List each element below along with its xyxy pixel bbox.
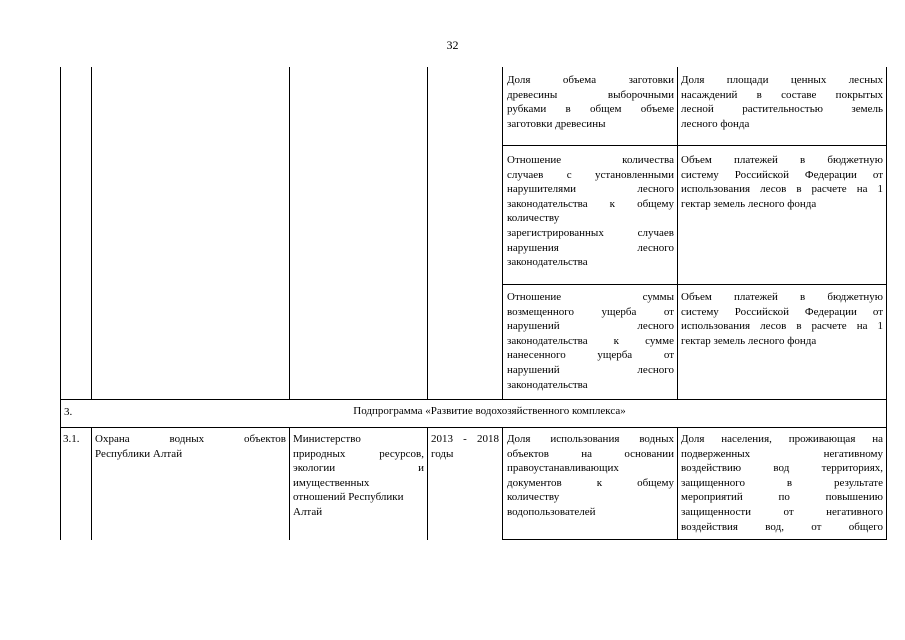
text-line: годы <box>431 447 454 460</box>
text-line: 2013 - 2018 <box>431 433 499 445</box>
text-line: использования лесов в расчете на 1 <box>681 320 883 333</box>
text-line: нарушений лесного <box>507 320 674 333</box>
text-line: имущественных <box>293 476 370 489</box>
text-line: нанесенного ущерба от <box>507 349 674 362</box>
text-line: зарегистрированных случаев <box>507 226 674 239</box>
text-line: лесного фонда <box>681 117 750 130</box>
col-border <box>502 428 503 540</box>
col-border <box>427 428 428 540</box>
col-border <box>677 67 678 400</box>
text-line: экологии и <box>293 462 424 475</box>
text-line: гектар земель лесного фонда <box>681 334 817 347</box>
indicator-cell <box>507 73 674 131</box>
text-line: Республики Алтай <box>95 447 183 460</box>
col-border <box>886 67 887 540</box>
target-cell <box>681 290 883 348</box>
text-line: заготовки древесины <box>507 117 606 130</box>
text-line: воздействия вод, от общего <box>681 520 883 533</box>
text-line: законодательства <box>507 378 588 391</box>
col-border <box>91 428 92 540</box>
text-line: защищенного в результате <box>681 476 883 489</box>
text-line: количеству <box>507 491 560 504</box>
text-line: рубками в общем объеме <box>507 103 674 116</box>
col-border <box>677 428 678 540</box>
item-indicator-cell <box>507 432 674 520</box>
row-border <box>60 399 887 400</box>
col-border <box>502 67 503 400</box>
text-line: законодательства <box>507 256 588 269</box>
target-cell <box>681 73 883 131</box>
text-line: гектар земель лесного фонда <box>681 197 817 210</box>
item-period-cell <box>431 432 499 461</box>
text-line: Объем платежей в бюджетную <box>681 291 883 303</box>
item-executor-cell <box>293 432 424 520</box>
col-border <box>427 67 428 400</box>
text-line: правоустанавливающих <box>507 462 619 475</box>
text-line: Доля использования водных <box>507 433 674 445</box>
text-line: Отношение суммы <box>507 291 674 303</box>
text-line: лесной растительностью земель <box>681 103 883 116</box>
subprogram-title: Подпрограмма «Развитие водохозяйственного комплекса» <box>353 405 626 417</box>
text-line: систему Российской Федерации от <box>681 305 883 318</box>
col-border <box>91 67 92 400</box>
text-line: насаждений в составе покрытых <box>681 88 883 101</box>
col-border <box>60 67 61 540</box>
subprogram-number: 3. <box>64 406 73 418</box>
text-line: Доля населения, проживающая на <box>681 433 883 445</box>
row-border <box>502 539 887 540</box>
text-line: документов к общему <box>507 476 674 489</box>
text-line: возмещенного ущерба от <box>507 305 674 318</box>
item-number: 3.1. <box>63 433 80 445</box>
text-line: систему Российской Федерации от <box>681 168 883 181</box>
col-border <box>289 428 290 540</box>
text-line: Алтай <box>293 505 323 518</box>
text-line: воздействию вод территориях, <box>681 462 883 475</box>
text-line: законодательства к сумме <box>507 334 674 347</box>
text-line: мероприятий по повышению <box>681 491 883 504</box>
text-line: Министерство <box>293 433 361 445</box>
text-line: Охрана водных объектов <box>95 433 286 445</box>
text-line: случаев с установленными <box>507 168 674 181</box>
text-line: древесины выборочными <box>507 88 674 101</box>
item-name-cell <box>95 432 286 461</box>
indicator-cell <box>507 153 674 270</box>
text-line: отношений Республики <box>293 491 404 504</box>
row-border <box>60 427 887 428</box>
text-line: водопользователей <box>507 505 596 518</box>
text-line: использования лесов в расчете на 1 <box>681 183 883 196</box>
text-line: нарушения лесного <box>507 241 674 254</box>
text-line: природных ресурсов, <box>293 447 424 460</box>
text-line: защищенности от негативного <box>681 505 883 518</box>
text-line: законодательства к общему <box>507 197 674 210</box>
row-border <box>502 145 887 146</box>
indicator-cell <box>507 290 674 392</box>
text-line: нарушений лесного <box>507 363 674 376</box>
text-line: подверженных негативному <box>681 447 883 460</box>
text-line: количеству <box>507 212 560 225</box>
text-line: Объем платежей в бюджетную <box>681 154 883 166</box>
item-target-cell <box>681 432 883 534</box>
text-line: объектов на основании <box>507 447 674 460</box>
text-line: Доля объема заготовки <box>507 74 674 86</box>
page-number: 32 <box>446 38 459 52</box>
target-cell <box>681 153 883 211</box>
text-line: нарушителями лесного <box>507 183 674 196</box>
col-border <box>289 67 290 400</box>
row-border <box>502 284 887 285</box>
text-line: Отношение количества <box>507 154 674 166</box>
text-line: Доля площади ценных лесных <box>681 74 883 86</box>
